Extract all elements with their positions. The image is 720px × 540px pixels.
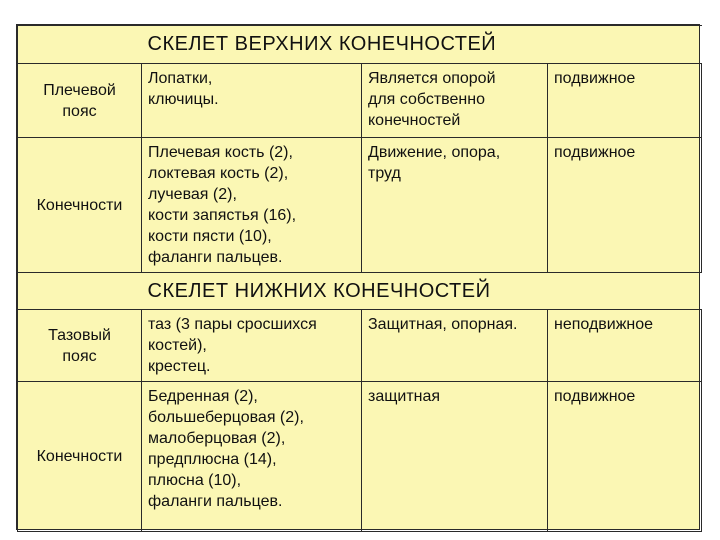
upper-header-row <box>18 26 702 64</box>
group-cell: Плечевой пояс <box>18 64 142 138</box>
upper-header-spacer <box>18 26 142 64</box>
table-row <box>18 64 702 138</box>
lower-section-title: СКЕЛЕТ НИЖНИХ КОНЕЧНОСТЕЙ <box>142 273 702 310</box>
skeleton-table-container <box>16 24 700 530</box>
bones-cell: Лопатки, ключицы. <box>142 64 362 138</box>
mobility-cell: подвижное <box>548 64 702 138</box>
group-cell: Конечности <box>18 138 142 273</box>
mobility-cell: подвижное <box>548 382 702 532</box>
table-row <box>18 310 702 382</box>
lower-header-spacer <box>18 273 142 310</box>
group-cell: Тазовый пояс <box>18 310 142 382</box>
table-row <box>18 138 702 273</box>
bones-cell: таз (3 пары сросшихся костей), крестец. <box>142 310 362 382</box>
group-cell: Конечности <box>18 382 142 532</box>
table-row <box>18 382 702 532</box>
bones-cell: Бедренная (2), большеберцовая (2), малоберцовая (2), предплюсна (14), плюсна (10), фаланги пальцев. <box>142 382 362 532</box>
skeleton-table <box>17 25 702 532</box>
lower-header-row <box>18 273 702 310</box>
bones-cell: Плечевая кость (2), локтевая кость (2), лучевая (2), кости запястья (16), кости пясти (10), фаланги пальцев. <box>142 138 362 273</box>
function-cell: Движение, опора, труд <box>362 138 548 273</box>
mobility-cell: неподвижное <box>548 310 702 382</box>
function-cell: Является опорой для собственно конечностей <box>362 64 548 138</box>
function-cell: Защитная, опорная. <box>362 310 548 382</box>
mobility-cell: подвижное <box>548 138 702 273</box>
function-cell: защитная <box>362 382 548 532</box>
upper-section-title: СКЕЛЕТ ВЕРХНИХ КОНЕЧНОСТЕЙ <box>142 26 702 64</box>
